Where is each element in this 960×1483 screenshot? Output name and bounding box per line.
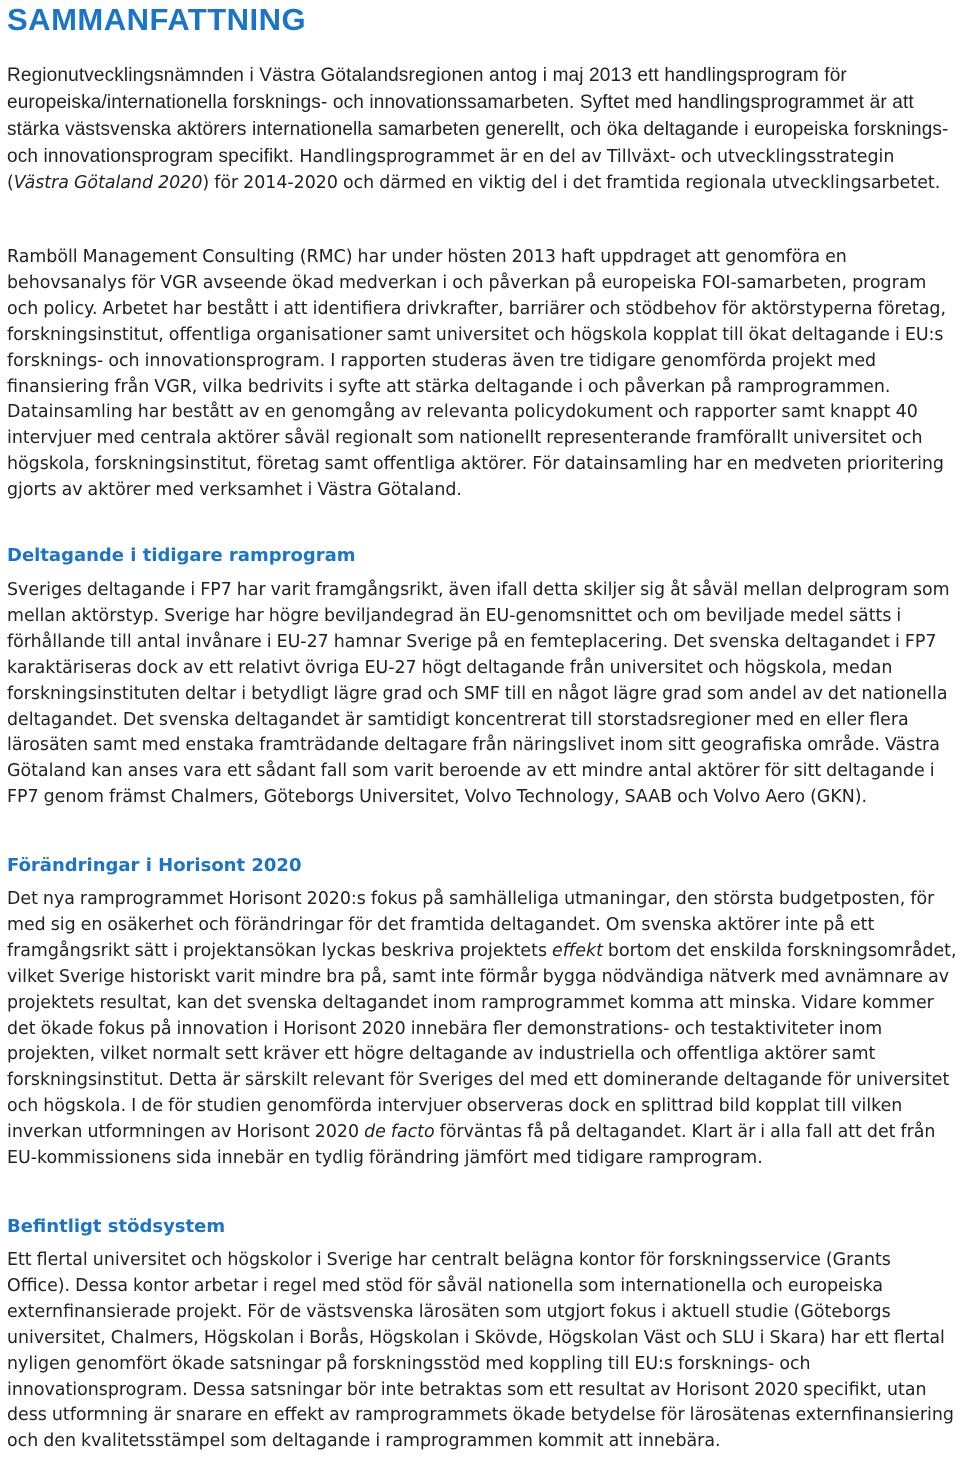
section-text-stodsystem: Ett flertal universitet och högskolor i Sverige har centralt belägna kontor för forskningsservice (Grants Office). Dessa kontor arbetar i regel med stöd för såväl nationella som internationella och europeiska externfinansierade projekt. För de västsvenska lärosäten som utgjort fokus i aktuell studie (Göteborgs universitet, Chalmers, Högskolan i Borås, Högskolan i Skövde, Högskolan Väst och SLU i Skara) har ett flertal nyligen genomfört ökade satsningar på forskningsstöd med koppling till EU:s forsknings- och innovationsprogram. Dessa satsningar bör inte betraktas som ett resultat av Horisont 2020 specifikt, utan dess utformning är snarare en effekt av ramprogrammets ökade betydelse för lärosätenas externfinansiering och den kvalitetsstämpel som deltagande i ramprogrammen kommit att innebära. xyxy=(7,1250,954,1452)
horisont-text-b: bortom det enskilda forskningsområdet, vilket Sverige historiskt varit mindre bra på, samt inte förmår bygga nödvändiga nätverk med avnämnare av projektets resultat, kan det svenska deltagandet inom ramprogrammet komma att minska. Vidare kommer det ökade fokus på innovation i Horisont 2020 innebära fler demonstrations- och testaktiviteter inom projekten, vilket normalt sett kräver ett högre deltagande av industriella och offentliga aktörer samt forskningsinstitut. Detta är särskilt relevant för Sveriges del med ett dominerande deltagande för universitet och högskola. I de för studien genomförda intervjuer observeras dock en splittrad bild kopplat till vilken inverkan utformningen av Horisont 2020 xyxy=(7,940,957,1143)
horisont-emphasis-defacto: de facto xyxy=(364,1122,435,1143)
section-text-horisont xyxy=(7,887,957,1172)
intro-emphasis: Västra Götaland 2020 xyxy=(13,172,203,193)
page-title: SAMMANFATTNING xyxy=(7,2,307,37)
section-stodsystem xyxy=(7,1216,957,1455)
intro-paragraph-block xyxy=(7,63,957,197)
horisont-emphasis-effekt: effekt xyxy=(552,940,603,961)
section-horisont xyxy=(7,855,957,1172)
section-heading-stodsystem: Befintligt stödsystem xyxy=(7,1216,226,1237)
section-deltagande xyxy=(7,545,957,811)
intro-text-a: Regionutvecklingsnämnden i Västra Götalandsregionen antog i maj 2013 ett handlingsprogram för europeiska/internationella forsknings- och innovationssamarbeten. Syftet med handlingsprogrammet är att stärka västsvenska aktörers internationella samarbeten generellt, och öka deltagande i europeiska forsknings- och innovationsprogram specifikt. xyxy=(7,65,949,167)
horisont-text-a: Det nya ramprogrammet Horisont 2020:s fokus på samhälleliga utmaningar, den största budgetposten, för med sig en osäkerhet och förändringar för det framtida deltagandet. Om svenska aktörer inte på ett framgångsrikt sätt i projektansökan lyckas beskriva projektets xyxy=(7,889,935,961)
section-heading-horisont: Förändringar i Horisont 2020 xyxy=(7,855,302,876)
intro-paragraph xyxy=(7,63,957,197)
method-paragraph-block xyxy=(7,245,957,504)
intro-text-c: ) för 2014-2020 och därmed en viktig del i det framtida regionala utvecklingsarbetet. xyxy=(202,172,941,193)
section-text-deltagande: Sveriges deltagande i FP7 har varit framgångsrikt, även ifall detta skiljer sig åt såväl mellan delprogram som mellan aktörstyp. Sverige har högre beviljandegrad än EU-genomsnittet och om beviljade medel sätts i förhållande till antal invånare i EU-27 hamnar Sverige på en femteplacering. Det svenska deltagandet i FP7 karaktäriseras dock av ett relativt övriga EU-27 högt deltagande från universitet och högskola, medan forskningsinstituten deltar i betydligt lägre grad och SMF till en något lägre grad som andel av det nationella deltagandet. Det svenska deltagandet är samtidigt koncentrerat till storstadsregioner med en eller flera lärosäten samt med enstaka framträdande deltagare från näringslivet inom sitt geografiska område. Västra Götaland kan anses vara ett sådant fall som varit beroende av ett mindre antal aktörer för sitt deltagande i FP7 genom främst Chalmers, Göteborgs Universitet, Volvo Technology, SAAB och Volvo Aero (GKN). xyxy=(7,580,950,808)
intro-text-b: Handlingsprogrammet är en del av Tillväxt- och utvecklingsstrategin ( xyxy=(7,146,895,193)
section-heading-deltagande: Deltagande i tidigare ramprogram xyxy=(7,545,356,566)
method-paragraph: Ramböll Management Consulting (RMC) har under hösten 2013 haft uppdraget att genomföra en behovsanalys för VGR avseende ökad medverkan i och påverkan på europeiska FOI-samarbeten, program och policy. Arbetet har bestått i att identifiera drivkrafter, barriärer och stödbehov för aktörstyperna företag, forskningsinstitut, offentliga organisationer samt universitet och högskola kopplat till ökat deltagande i EU:s forsknings- och innovationsprogram. I rapporten studeras även tre tidigare genomförda projekt med finansiering från VGR, vilka bedrivits i syfte att stärka deltagande i och påverkan på ramprogrammen. Datainsamling har bestått av en genomgång av relevanta policydokument och rapporter samt knappt 40 intervjuer med centrala aktörer såväl regionalt som nationellt representerande framförallt universitet och högskola, forskningsinstitut, företag samt offentliga aktörer. För datainsamling har en medveten prioritering gjorts av aktörer med verksamhet i Västra Götaland. xyxy=(7,247,946,501)
horisont-text-c: förväntas få på deltagandet. Klart är i alla fall att det från EU-kommissionens sida innebär en tydlig förändring jämfört med tidigare ramprogram. xyxy=(7,1122,936,1169)
